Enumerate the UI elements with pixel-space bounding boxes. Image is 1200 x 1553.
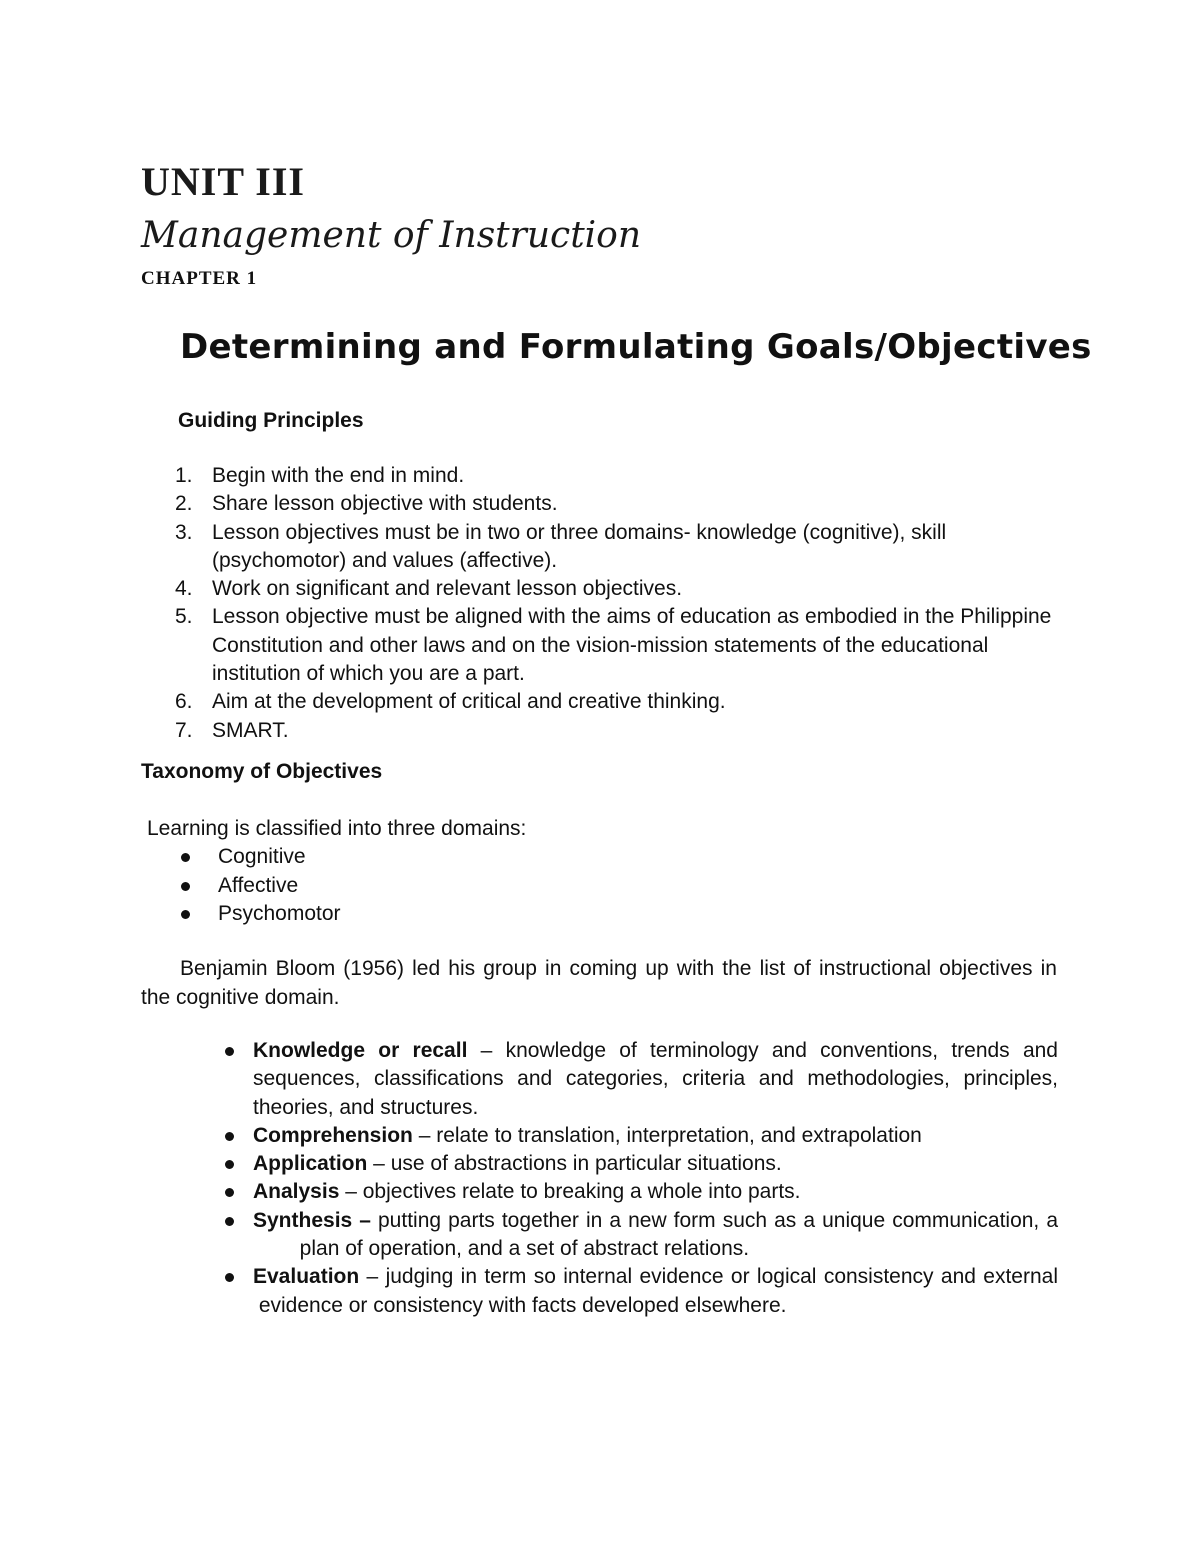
bullet-icon	[225, 1188, 234, 1197]
list-text: SMART.	[212, 718, 289, 742]
list-number: 3.	[175, 520, 193, 544]
bloom-levels-list	[216, 1037, 1058, 1320]
bullet-icon	[225, 1217, 234, 1226]
level-description: – relate to translation, interpretation, and extrapolation	[412, 1123, 922, 1147]
bloom-paragraph: Benjamin Bloom (1956) led his group in coming up with the list of instructional objectives in the cognitive domain.	[141, 957, 1057, 1009]
level-term: Evaluation	[253, 1265, 360, 1289]
list-item	[180, 872, 341, 901]
list-number: 4.	[175, 577, 193, 601]
list-number: 7.	[175, 718, 193, 742]
level-description: – use of abstractions in particular situations.	[367, 1152, 782, 1176]
bullet-icon	[181, 882, 190, 891]
domains-intro: Learning is classified into three domains:	[147, 817, 527, 840]
list-item	[175, 519, 1065, 576]
list-item	[175, 603, 1065, 688]
list-text: Psychomotor	[218, 902, 341, 925]
list-text: Work on significant and relevant lesson objectives.	[212, 577, 683, 601]
bullet-icon	[181, 853, 190, 862]
level-term: Synthesis –	[253, 1208, 371, 1232]
bullet-icon	[225, 1047, 234, 1056]
list-item	[216, 1178, 1058, 1206]
level-term: Application	[253, 1152, 368, 1176]
list-item	[216, 1037, 1058, 1122]
list-text: Lesson objectives must be in two or three domains- knowledge (cognitive), skill (psychomotor) and values (affective).	[212, 520, 947, 572]
bullet-icon	[225, 1132, 234, 1141]
unit-subtitle: Management of Instruction	[141, 215, 642, 256]
guiding-principles-heading: Guiding Principles	[178, 409, 364, 432]
list-item	[216, 1263, 1058, 1320]
list-item	[216, 1207, 1058, 1264]
level-description: – objectives relate to breaking a whole into parts.	[339, 1180, 801, 1204]
taxonomy-heading: Taxonomy of Objectives	[141, 760, 383, 783]
list-text: Lesson objective must be aligned with the aims of education as embodied in the Philippine Constitution and other laws and on the vision-mission statements of the educational institution of which you are a part.	[212, 605, 1052, 686]
level-description: – judging in term so internal evidence or logical consistency and external evidence or consistency with facts developed elsewhere.	[253, 1265, 1058, 1317]
list-item	[180, 843, 341, 872]
bullet-icon	[181, 910, 190, 919]
level-term: Analysis	[253, 1180, 340, 1204]
list-number: 5.	[175, 605, 193, 629]
list-number: 1.	[175, 464, 193, 487]
list-item	[216, 1122, 1058, 1150]
list-text: Begin with the end in mind.	[212, 464, 465, 487]
list-item	[175, 490, 1065, 518]
list-text: Affective	[218, 873, 299, 897]
level-description: – knowledge of terminology and conventions, trends and sequences, classifications and categories, criteria and methodologies, principles, theories, and structures.	[253, 1039, 1058, 1119]
chapter-title: Determining and Formulating Goals/Objectives	[180, 327, 1092, 367]
bullet-icon	[225, 1273, 234, 1282]
level-term: Knowledge or recall	[253, 1039, 468, 1062]
list-text: Cognitive	[218, 845, 306, 868]
list-item	[175, 717, 1065, 745]
unit-title: UNIT III	[141, 159, 305, 204]
level-description: putting parts together in a new form such as a unique communication, a plan of operation, and a set of abstract relations.	[253, 1208, 1058, 1261]
list-item	[216, 1150, 1058, 1178]
list-item	[175, 575, 1065, 603]
bullet-icon	[225, 1160, 234, 1169]
list-item	[180, 900, 341, 929]
list-number: 6.	[175, 690, 193, 714]
level-term: Comprehension	[253, 1123, 413, 1147]
domains-list	[180, 843, 341, 929]
list-text: Share lesson objective with students.	[212, 492, 558, 516]
chapter-label: CHAPTER 1	[141, 268, 258, 289]
list-item	[175, 462, 1065, 490]
list-text: Aim at the development of critical and creative thinking.	[212, 690, 726, 714]
list-item	[175, 688, 1065, 716]
guiding-principles-list	[175, 462, 1065, 745]
list-number: 2.	[175, 492, 193, 516]
